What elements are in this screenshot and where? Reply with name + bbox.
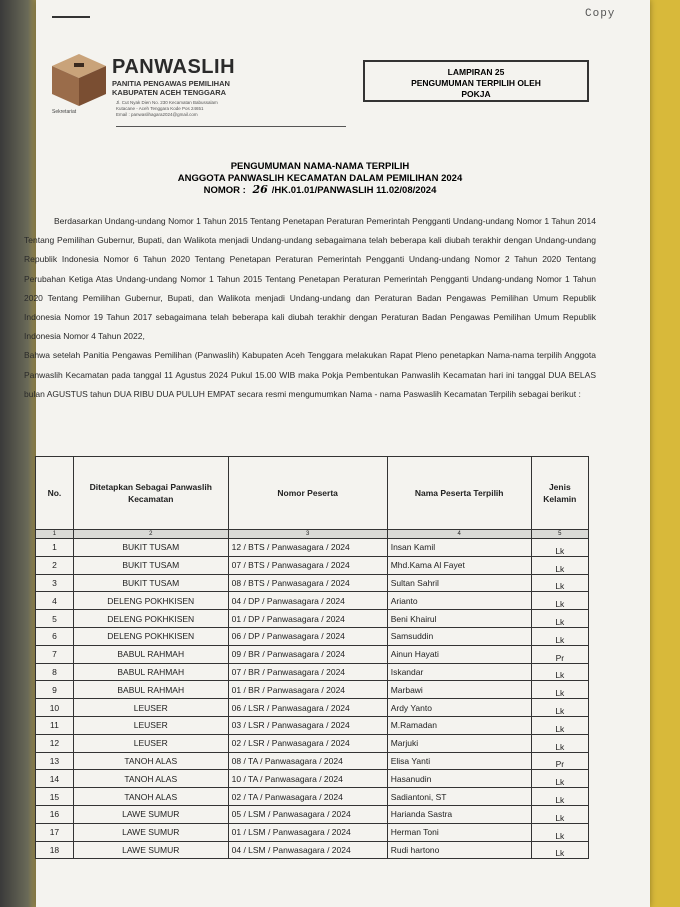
row-kecamatan: TANOH ALAS — [73, 788, 228, 806]
heading-line-2: ANGGOTA PANWASLIH KECAMATAN DALAM PEMILIHAN 2024 — [177, 172, 463, 184]
row-nama-peserta: Sadiantoni, ST — [387, 788, 531, 806]
table-row — [36, 592, 589, 610]
header-no: No. — [36, 457, 74, 530]
row-nama-peserta: Iskandar — [387, 663, 531, 681]
row-nomor-peserta: 05 / LSM / Panwasagara / 2024 — [228, 805, 387, 823]
row-number: 4 — [36, 592, 74, 610]
corner-handwritten-mark: Copy — [585, 8, 616, 20]
nomor-rest: /HK.01.01/PANWASLIH 11.02/08/2024 — [271, 185, 437, 196]
row-kecamatan: BABUL RAHMAH — [73, 663, 228, 681]
row-jenis-kelamin: Lk — [531, 610, 588, 628]
body-text — [24, 212, 596, 404]
address-line-1: Jl. Cut Nyak Dien No. 230 Kecamatan Babussalam — [116, 100, 218, 105]
row-number: 16 — [36, 805, 74, 823]
row-jenis-kelamin: Lk — [531, 716, 588, 734]
row-nama-peserta: Ainun Hayati — [387, 645, 531, 663]
row-jenis-kelamin: Lk — [531, 805, 588, 823]
row-number: 9 — [36, 681, 74, 699]
brand-subtitle-1: PANITIA PENGAWAS PEMILIHAN — [112, 79, 230, 88]
header-jenis-kelamin: Jenis Kelamin — [531, 457, 588, 530]
body-paragraph-2: Bahwa setelah Panitia Pengawas Pemilihan (Panwaslih) Kabupaten Aceh Tenggara melakukan Rapat Pleno penetapkan Nama-nama terpilih Anggota Panwaslih Kecamatan pada tanggal 11 Agustus 2024 Pukul 15.00 WIB maka Pokja Pembentukan Panwaslih Kecamatan hari ini tanggal DUA BELAS bulan AGUSTUS tahun DUA RIBU DUA PULUH EMPAT secara resmi mengumumkan Nama - nama Paswaslih Kecamatan Terpilih sebagai berikut : — [24, 350, 596, 399]
row-nomor-peserta: 06 / DP / Panwasagara / 2024 — [228, 627, 387, 645]
row-nomor-peserta: 09 / BR / Panwasagara / 2024 — [228, 645, 387, 663]
top-dash-mark — [52, 16, 90, 18]
row-nama-peserta: Herman Toni — [387, 823, 531, 841]
lampiran-box — [363, 60, 589, 102]
lampiran-line-3: POKJA — [461, 89, 491, 99]
row-nama-peserta: Elisa Yanti — [387, 752, 531, 770]
table-row — [36, 574, 589, 592]
address-underline — [116, 126, 346, 127]
column-number: 4 — [387, 530, 531, 539]
row-nomor-peserta: 04 / LSM / Panwasagara / 2024 — [228, 841, 387, 859]
row-nama-peserta: Ardy Yanto — [387, 699, 531, 717]
row-jenis-kelamin: Lk — [531, 592, 588, 610]
row-number: 17 — [36, 823, 74, 841]
table-row — [36, 663, 589, 681]
nomor-value: 26 — [252, 183, 268, 196]
row-kecamatan: BUKIT TUSAM — [73, 574, 228, 592]
table-row — [36, 734, 589, 752]
row-number: 11 — [36, 716, 74, 734]
row-jenis-kelamin: Lk — [531, 770, 588, 788]
brand-address — [116, 100, 346, 118]
table-row — [36, 610, 589, 628]
row-number: 3 — [36, 574, 74, 592]
table-row — [36, 823, 589, 841]
row-jenis-kelamin: Lk — [531, 823, 588, 841]
row-nomor-peserta: 10 / TA / Panwasagara / 2024 — [228, 770, 387, 788]
column-number-row — [36, 530, 589, 539]
row-nama-peserta: Marjuki — [387, 734, 531, 752]
column-number: 1 — [36, 530, 74, 539]
heading-line-1: PENGUMUMAN NAMA-NAMA TERPILIH — [230, 161, 410, 172]
row-number: 13 — [36, 752, 74, 770]
nomor-label: NOMOR : — [203, 185, 246, 196]
row-kecamatan: BUKIT TUSAM — [73, 539, 228, 557]
panwaslih-logo-icon — [50, 52, 108, 108]
row-nomor-peserta: 01 / LSM / Panwasagara / 2024 — [228, 823, 387, 841]
row-kecamatan: LEUSER — [73, 716, 228, 734]
table-row — [36, 788, 589, 806]
lampiran-line-2: PENGUMUMAN TERPILIH OLEH — [411, 78, 541, 88]
row-kecamatan: TANOH ALAS — [73, 752, 228, 770]
row-number: 1 — [36, 539, 74, 557]
row-nama-peserta: Marbawi — [387, 681, 531, 699]
row-nomor-peserta: 06 / LSR / Panwasagara / 2024 — [228, 699, 387, 717]
row-number: 15 — [36, 788, 74, 806]
row-jenis-kelamin: Lk — [531, 539, 588, 557]
header-nomor-peserta: Nomor Peserta — [228, 457, 387, 530]
column-number: 5 — [531, 530, 588, 539]
row-jenis-kelamin: Pr — [531, 645, 588, 663]
row-jenis-kelamin: Pr — [531, 752, 588, 770]
row-nama-peserta: Samsuddin — [387, 627, 531, 645]
row-nama-peserta: Insan Kamil — [387, 539, 531, 557]
row-kecamatan: BABUL RAHMAH — [73, 645, 228, 663]
row-kecamatan: LAWE SUMUR — [73, 841, 228, 859]
row-jenis-kelamin: Lk — [531, 574, 588, 592]
row-number: 14 — [36, 770, 74, 788]
row-kecamatan: TANOH ALAS — [73, 770, 228, 788]
brand-name: PANWASLIH — [112, 56, 236, 78]
table-row — [36, 627, 589, 645]
row-jenis-kelamin: Lk — [531, 663, 588, 681]
table-row — [36, 805, 589, 823]
row-jenis-kelamin: Lk — [531, 788, 588, 806]
row-kecamatan: LEUSER — [73, 699, 228, 717]
row-nama-peserta: Arianto — [387, 592, 531, 610]
row-kecamatan: LAWE SUMUR — [73, 823, 228, 841]
row-kecamatan: DELENG POKHKISEN — [73, 627, 228, 645]
row-kecamatan: DELENG POKHKISEN — [73, 592, 228, 610]
background-surface — [0, 0, 40, 907]
row-jenis-kelamin: Lk — [531, 841, 588, 859]
table-row — [36, 539, 589, 557]
row-nama-peserta: Sultan Sahril — [387, 574, 531, 592]
row-number: 6 — [36, 627, 74, 645]
row-kecamatan: LAWE SUMUR — [73, 805, 228, 823]
table-row — [36, 716, 589, 734]
row-nomor-peserta: 01 / BR / Panwasagara / 2024 — [228, 681, 387, 699]
table-header-row — [36, 457, 589, 530]
table-row — [36, 752, 589, 770]
table-row — [36, 770, 589, 788]
column-number: 3 — [228, 530, 387, 539]
row-nomor-peserta: 07 / BTS / Panwasagara / 2024 — [228, 556, 387, 574]
row-jenis-kelamin: Lk — [531, 699, 588, 717]
row-kecamatan: LEUSER — [73, 734, 228, 752]
row-kecamatan: BABUL RAHMAH — [73, 681, 228, 699]
row-nomor-peserta: 12 / BTS / Panwasagara / 2024 — [228, 539, 387, 557]
table-body — [36, 539, 589, 859]
lampiran-line-1: LAMPIRAN 25 — [447, 67, 505, 77]
row-nomor-peserta: 08 / BTS / Panwasagara / 2024 — [228, 574, 387, 592]
row-number: 5 — [36, 610, 74, 628]
row-nama-peserta: Mhd.Kama Al Fayet — [387, 556, 531, 574]
announcement-heading — [100, 161, 540, 197]
table-row — [36, 841, 589, 859]
row-number: 18 — [36, 841, 74, 859]
table-row — [36, 699, 589, 717]
row-kecamatan: BUKIT TUSAM — [73, 556, 228, 574]
header-kecamatan: Ditetapkan Sebagai Panwaslih Kecamatan — [73, 457, 228, 530]
row-jenis-kelamin: Lk — [531, 681, 588, 699]
row-nama-peserta: Beni Khairul — [387, 610, 531, 628]
row-number: 10 — [36, 699, 74, 717]
row-nomor-peserta: 08 / TA / Panwasagara / 2024 — [228, 752, 387, 770]
row-number: 12 — [36, 734, 74, 752]
brand-block — [112, 56, 235, 97]
table-row — [36, 681, 589, 699]
elected-members-table — [35, 456, 589, 859]
row-nomor-peserta: 02 / LSR / Panwasagara / 2024 — [228, 734, 387, 752]
address-line-3: Email : panwaslihagara2024@gmail.com — [116, 112, 198, 117]
body-paragraph-1: Berdasarkan Undang-undang Nomor 1 Tahun 2015 Tentang Penetapan Peraturan Pemerintah Pengganti Undang-undang Nomor 1 Tahun 2014 Tentang Pemilihan Gubernur, Bupati, dan Walikota menjadi Undang-undang sebagaimana telah beberapa kali diubah terakhir dengan Undang-undang Republik Indonesia Nomor 6 Tahun 2020 Tentang Penetapan Peraturan Pemerintah Pengganti Undang-undang Nomor 2 Tahun 2020 Tentang Perubahan Ketiga Atas Undang-undang Nomor 1 Tahun 2015 Tentang Penetapan Peraturan Pemerintah Pengganti Undang-undang Nomor 1 Tahun 2020 Tentang Pemilihan Gubernur, Bupati, dan Walikota menjadi Undang-undang dan Peraturan Badan Pengawas Pemilihan Umum Republik Indonesia Nomor 19 Tahun 2017 sebagaimana telah beberapa kali diubah terakhir dengan Peraturan Badan Pengawas Pemilihan Umum Republik Indonesia Nomor 4 Tahun 2022, — [24, 216, 596, 342]
row-nomor-peserta: 01 / DP / Panwasagara / 2024 — [228, 610, 387, 628]
row-nomor-peserta: 07 / BR / Panwasagara / 2024 — [228, 663, 387, 681]
row-kecamatan: DELENG POKHKISEN — [73, 610, 228, 628]
table-row — [36, 556, 589, 574]
row-nama-peserta: Harianda Sastra — [387, 805, 531, 823]
row-nama-peserta: M.Ramadan — [387, 716, 531, 734]
brand-subtitle-2: KABUPATEN ACEH TENGGARA — [112, 88, 227, 97]
row-nomor-peserta: 03 / LSR / Panwasagara / 2024 — [228, 716, 387, 734]
row-number: 7 — [36, 645, 74, 663]
row-jenis-kelamin: Lk — [531, 734, 588, 752]
row-number: 8 — [36, 663, 74, 681]
heading-nomor — [100, 184, 540, 197]
row-nomor-peserta: 04 / DP / Panwasagara / 2024 — [228, 592, 387, 610]
header-nama-peserta: Nama Peserta Terpilih — [387, 457, 531, 530]
table-row — [36, 645, 589, 663]
row-nama-peserta: Rudi hartono — [387, 841, 531, 859]
row-jenis-kelamin: Lk — [531, 627, 588, 645]
address-line-2: Kutacane - Aceh Tenggara Kode Pos 24651 — [116, 106, 204, 111]
row-number: 2 — [36, 556, 74, 574]
column-number: 2 — [73, 530, 228, 539]
row-nama-peserta: Hasanudin — [387, 770, 531, 788]
row-jenis-kelamin: Lk — [531, 556, 588, 574]
row-nomor-peserta: 02 / TA / Panwasagara / 2024 — [228, 788, 387, 806]
logo-caption: Sekretariat — [52, 109, 77, 115]
